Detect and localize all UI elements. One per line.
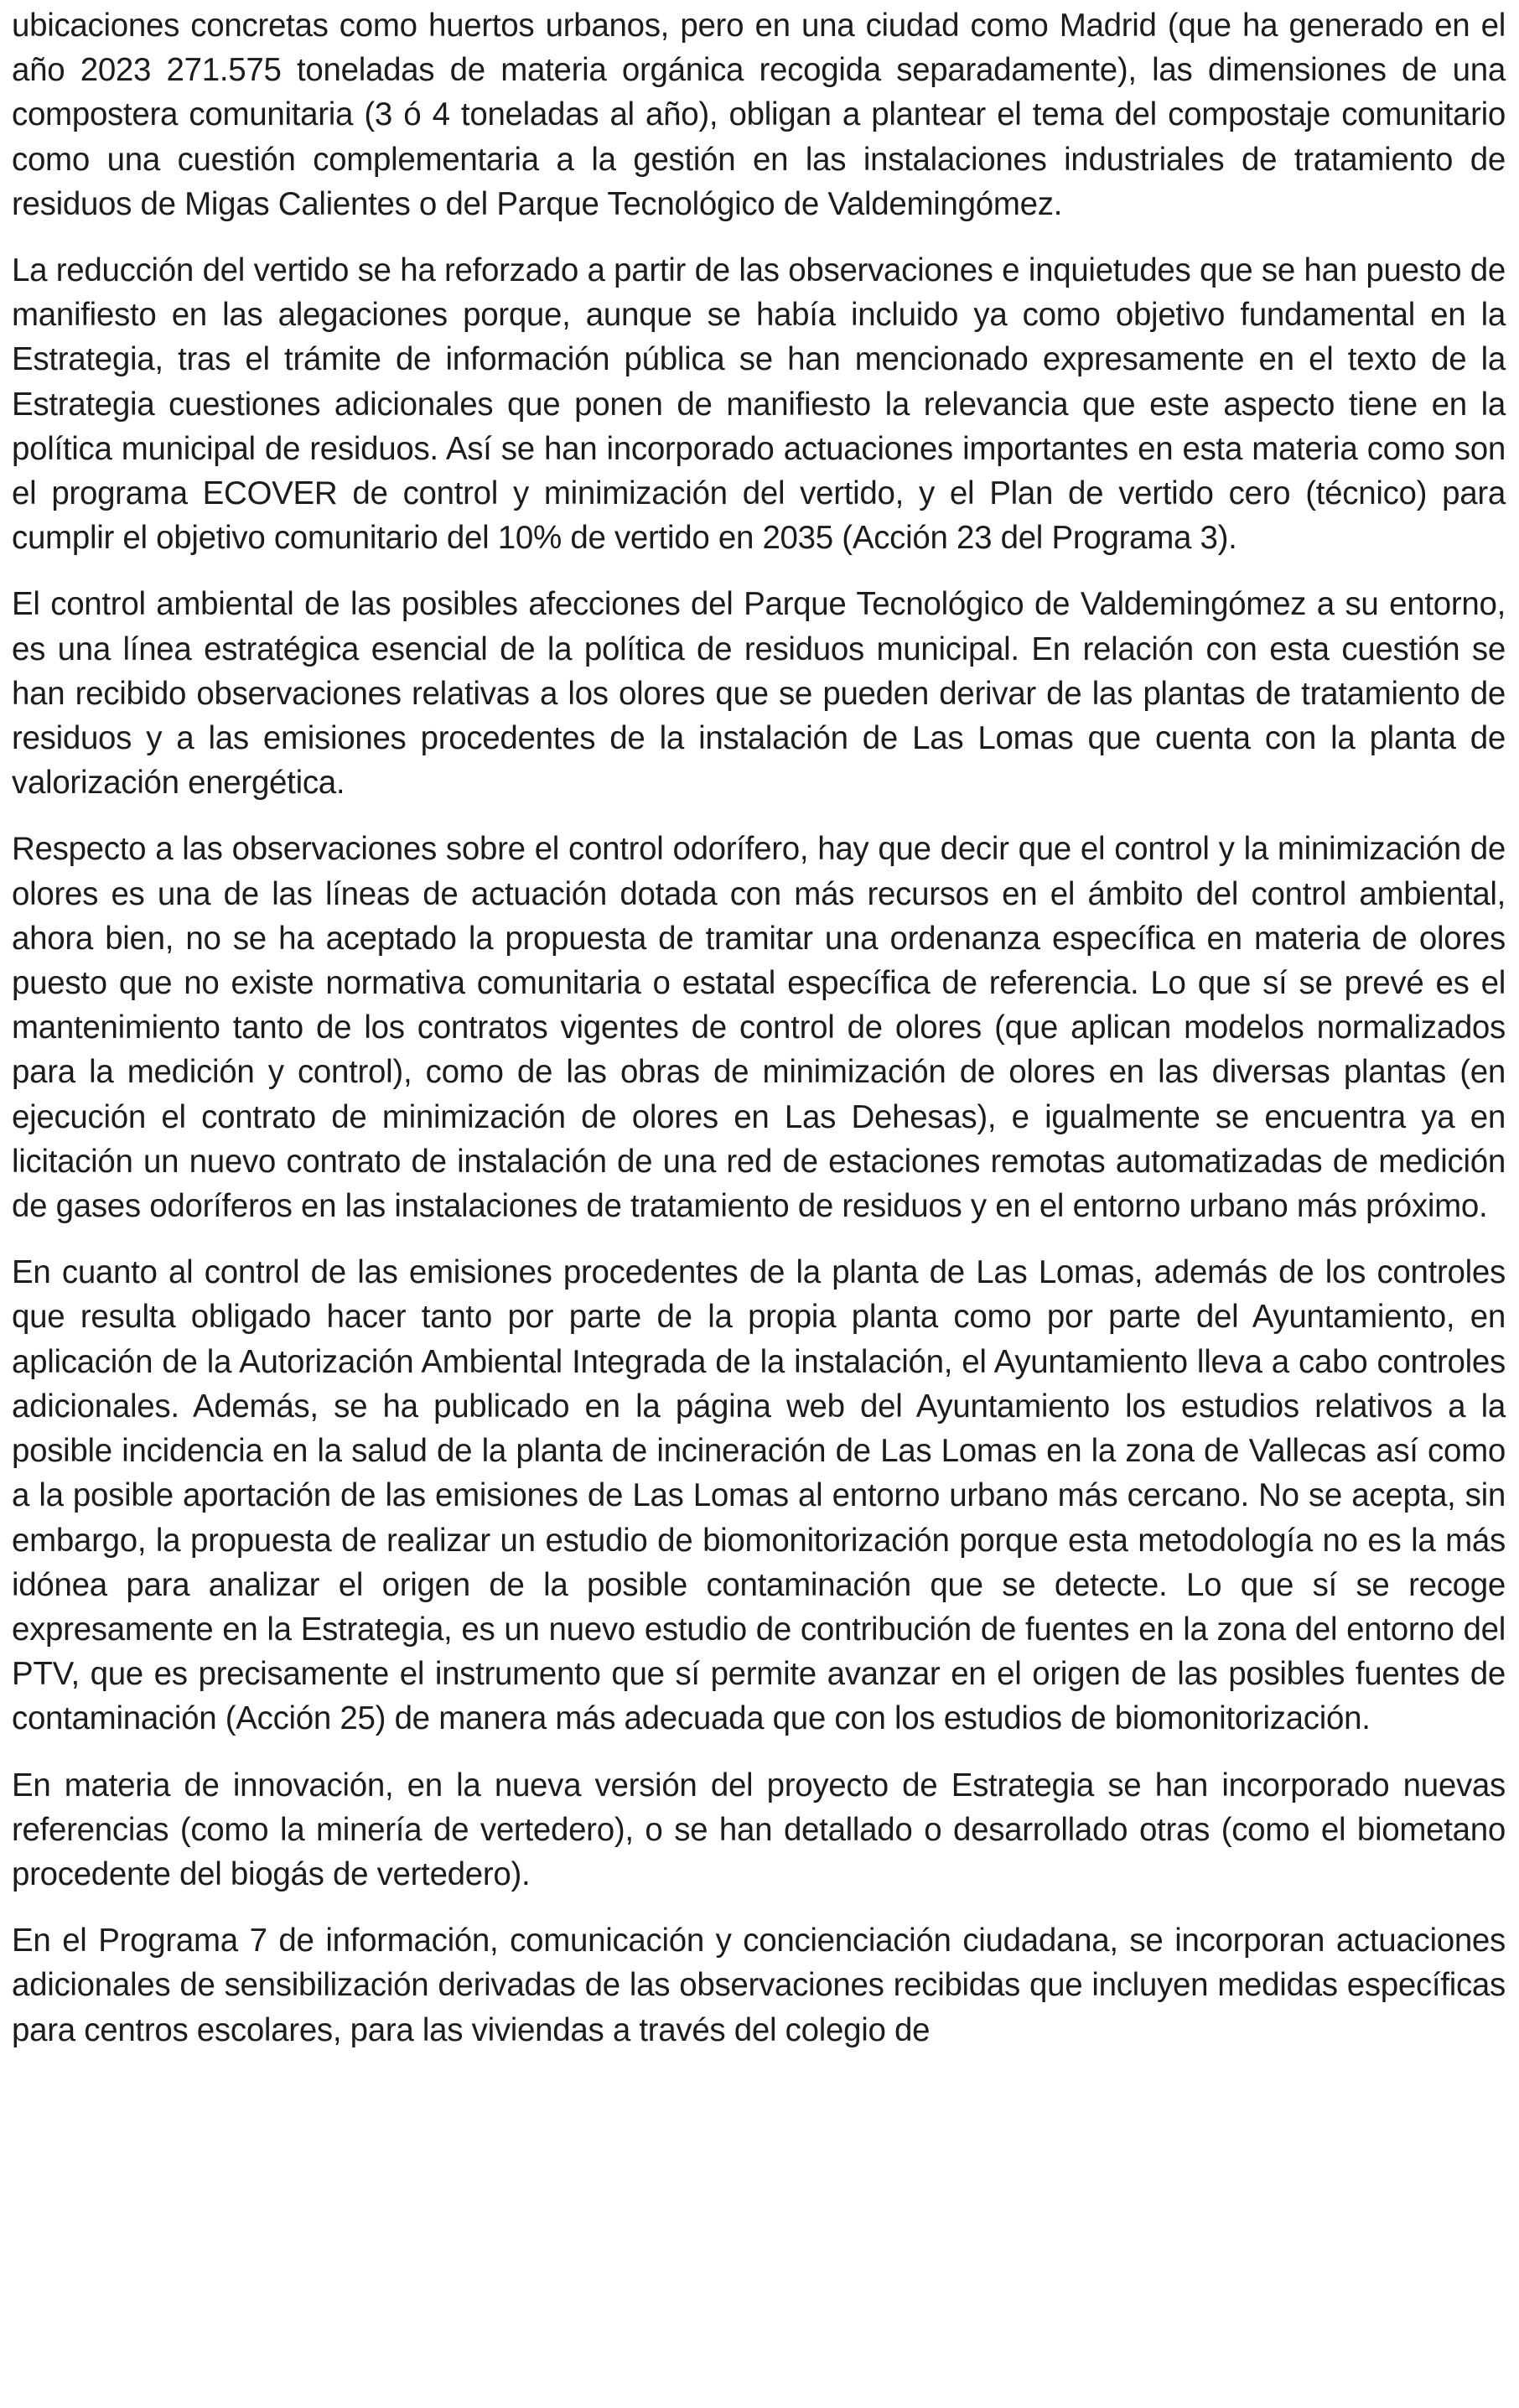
paragraph-control-odorifero: Respecto a las observaciones sobre el control odorífero, hay que decir que el control y la minimización de olores es una de las líneas de actuación dotada con más recursos en el ámbito del control ambiental, ahora bien, no se ha aceptado la propuesta de tramitar una ordenanza específica en materia de olores puesto que no existe normativa comunitaria o estatal específica de referencia. Lo que sí se prevé es el mantenimiento tanto de los contratos vigentes de control de olores (que aplican modelos normalizados para la medición y control), como de las obras de minimización de olores en las diversas plantas (en ejecución el contrato de minimización de olores en Las Dehesas), e igualmente se encuentra ya en licitación un nuevo contrato de instalación de una red de estaciones remotas automatizadas de medición de gases odoríferos en las instalaciones de tratamiento de residuos y en el entorno urbano más próximo. — [12, 831, 1506, 1225]
paragraph-emisiones-las-lomas: En cuanto al control de las emisiones procedentes de la planta de Las Lomas, además de los controles que resulta obligado hacer tanto por parte de la propia planta como por parte del Ayuntamiento, en aplicación de la Autorización Ambiental Integrada de la instalación, el Ayuntamiento lleva a cabo controles adicionales. Además, se ha publicado en la página web del Ayuntamiento los estudios relativos a la posible incidencia en la salud de la planta de incineración de Las Lomas en la zona de Vallecas así como a la posible aportación de las emisiones de Las Lomas al entorno urbano más cercano. No se acepta, sin embargo, la propuesta de realizar un estudio de biomonitorización porque esta metodología no es la más idónea para analizar el origen de la posible contaminación que se detecte. Lo que sí se recoge expresamente en la Estrategia, es un nuevo estudio de contribución de fuentes en la zona del entorno del PTV, que es precisamente el instrumento que sí permite avanzar en el origen de las posibles fuentes de contaminación (Acción 25) de manera más adecuada que con los estudios de biomonitorización. — [12, 1254, 1506, 1737]
paragraph-programa-7: En el Programa 7 de información, comunicación y concienciación ciudadana, se incorporan actuaciones adicionales de sensibilización derivadas de las observaciones recibidas que incluyen medidas específicas para centros escolares, para las viviendas a través del colegio de — [12, 1923, 1506, 2048]
document-body — [12, 3, 1506, 2074]
paragraph-control-ambiental: El control ambiental de las posibles afecciones del Parque Tecnológico de Valdemingómez a su entorno, es una línea estratégica esencial de la política de residuos municipal. En relación con esta cuestión se han recibido observaciones relativas a los olores que se pueden derivar de las plantas de tratamiento de residuos y a las emisiones procedentes de la instalación de Las Lomas que cuenta con la planta de valorización energética. — [12, 586, 1506, 802]
paragraph-reduccion-vertido: La reducción del vertido se ha reforzado a partir de las observaciones e inquietudes que se han puesto de manifiesto en las alegaciones porque, aunque se había incluido ya como objetivo fundamental en la Estrategia, tras el trámite de información pública se han mencionado expresamente en el texto de la Estrategia cuestiones adicionales que ponen de manifiesto la relevancia que este aspecto tiene en la política municipal de residuos. Así se han incorporado actuaciones importantes en esta materia como son el programa ECOVER de control y minimización del vertido, y el Plan de vertido cero (técnico) para cumplir el objetivo comunitario del 10% de vertido en 2035 (Acción 23 del Programa 3). — [12, 252, 1506, 557]
paragraph-innovacion: En materia de innovación, en la nueva versión del proyecto de Estrategia se han incorporado nuevas referencias (como la minería de vertedero), o se han detallado o desarrollado otras (como el biometano procedente del biogás de vertedero). — [12, 1767, 1506, 1892]
paragraph-compostaje: ubicaciones concretas como huertos urbanos, pero en una ciudad como Madrid (que ha generado en el año 2023 271.575 toneladas de materia orgánica recogida separadamente), las dimensiones de una compostera comunitaria (3 ó 4 toneladas al año), obligan a plantear el tema del compostaje comunitario como una cuestión complementaria a la gestión en las instalaciones industriales de tratamiento de residuos de Migas Calientes o del Parque Tecnológico de Valdemingómez. — [12, 8, 1506, 222]
